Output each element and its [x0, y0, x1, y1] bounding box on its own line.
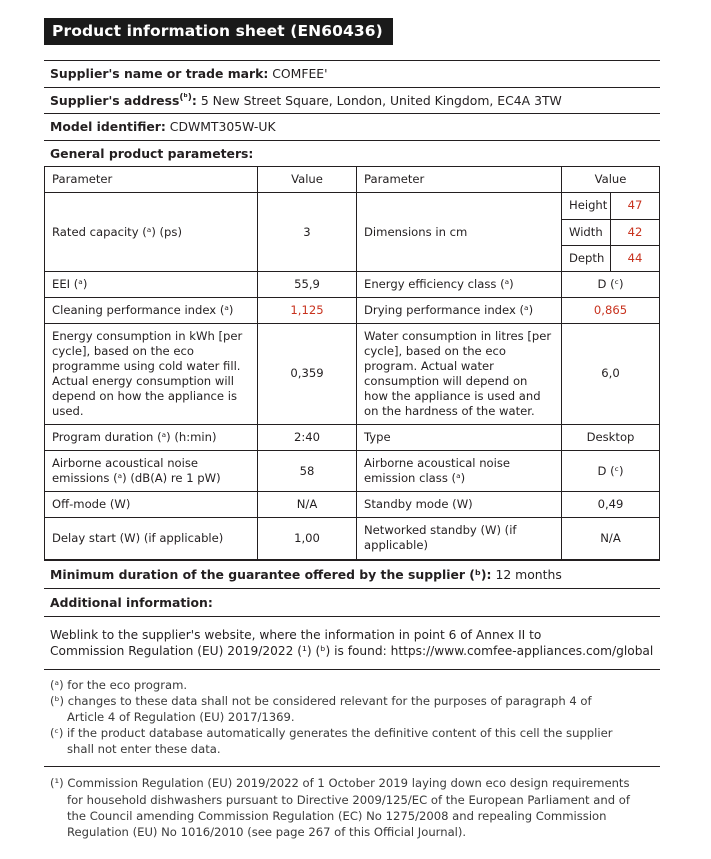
- program-duration-label: Program duration (ᵃ) (h:min): [45, 425, 258, 451]
- footnote-block: [44, 767, 660, 846]
- energy-consumption-label: Energy consumption in kWh [per cycle], based on the eco programme using cold water fill. Actual energy consumption will depend on how the appliance is used.: [45, 323, 258, 424]
- noise-emissions-label: Airborne acoustical noise emissions (ᵃ) (dB(A) re 1 pW): [45, 451, 258, 492]
- table-row: [45, 271, 660, 297]
- header-parameter-2: Parameter: [357, 167, 562, 193]
- page-title: Product information sheet (EN60436): [44, 18, 393, 45]
- table-row: [45, 451, 660, 492]
- note-c: (ᶜ) if the product database automatically generates the definitive content of this cell the supplier: [50, 726, 613, 741]
- note-b-continued: Article 4 of Regulation (EU) 2017/1369.: [67, 710, 295, 725]
- supplier-name-row: [44, 60, 660, 87]
- networked-standby-label: Networked standby (W) (if applicable): [357, 518, 562, 559]
- header-value-2: Value: [562, 167, 660, 193]
- delay-start-label: Delay start (W) (if applicable): [45, 518, 258, 559]
- dimension-row-width: [562, 219, 659, 245]
- weblink-block: [44, 617, 660, 671]
- general-product-parameters-label: General product parameters:: [50, 145, 254, 161]
- title-spacer: [44, 45, 660, 60]
- supplier-address-value: 5 New Street Square, London, United Kingdom, EC4A 3TW: [200, 92, 562, 108]
- dimensions-table: [562, 193, 659, 270]
- dimensions-label: Dimensions in cm: [357, 193, 562, 271]
- energy-efficiency-class-value: D (ᶜ): [562, 271, 660, 297]
- dimension-value-height: 47: [627, 198, 643, 213]
- model-identifier-row: [44, 113, 660, 140]
- weblink-line-1: Weblink to the supplier's website, where the information in point 6 of Annex II to: [50, 627, 542, 642]
- rated-capacity-label: Rated capacity (ᵃ) (ps): [45, 193, 258, 271]
- supplier-address-row: [44, 87, 660, 114]
- header-value-1: Value: [258, 167, 357, 193]
- weblink-line-2: Commission Regulation (EU) 2019/2022 (¹) (ᵇ) is found: https://www.comfee-appliances.com/global: [50, 643, 654, 658]
- table-row: [45, 518, 660, 559]
- supplier-name-label: Supplier's name or trade mark:: [50, 66, 269, 82]
- model-identifier-label: Model identifier:: [50, 119, 166, 135]
- note-a: (ᵃ) for the eco program.: [50, 678, 188, 693]
- table-header-row: [45, 167, 660, 193]
- additional-information-label: Additional information:: [44, 588, 660, 617]
- dimension-value-width: 42: [611, 219, 660, 245]
- footnote-line-2: for household dishwashers pursuant to Directive 2009/125/EC of the European Parliament and of: [67, 792, 630, 807]
- guarantee-value: 12 months: [495, 566, 562, 582]
- water-consumption-label: Water consumption in litres [per cycle], based on the eco program. Actual water consumption will depend on how the appliance is used and on the hardness of the water.: [357, 323, 562, 424]
- table-row: [45, 323, 660, 424]
- footnote-line-1: (¹) Commission Regulation (EU) 2019/2022 of 1 October 2019 laying down eco design requirements: [50, 776, 630, 791]
- note-c-continued: shall not enter these data.: [67, 742, 221, 757]
- eei-value: 55,9: [258, 271, 357, 297]
- energy-efficiency-class-label: Energy efficiency class (ᵃ): [357, 271, 562, 297]
- energy-consumption-value: 0,359: [258, 323, 357, 424]
- delay-start-value: 1,00: [258, 518, 357, 559]
- dimension-row-depth: [562, 245, 659, 271]
- noise-emissions-value: 58: [258, 451, 357, 492]
- general-parameters-table: [44, 166, 660, 559]
- table-row: [45, 193, 660, 271]
- off-mode-value: N/A: [258, 492, 357, 518]
- guarantee-label: Minimum duration of the guarantee offered by the supplier (ᵇ):: [50, 566, 492, 582]
- eei-label: EEI (ᵃ): [45, 271, 258, 297]
- standby-mode-value: 0,49: [562, 492, 660, 518]
- dimension-row-height: [562, 193, 659, 219]
- footnote-line-3: the Council amending Commission Regulation (EC) No 1275/2008 and repealing Commission: [67, 808, 607, 823]
- dimension-label-depth: Depth: [562, 245, 611, 271]
- supplier-address-label-suffix: :: [191, 92, 197, 108]
- table-row: [45, 492, 660, 518]
- noise-emission-class-label: Airborne acoustical noise emission class (ᵃ): [357, 451, 562, 492]
- cleaning-performance-index-value: 1,125: [258, 297, 357, 323]
- dimension-label-height: Height: [562, 193, 611, 219]
- rated-capacity-value: 3: [258, 193, 357, 271]
- drying-performance-index-value: 0,865: [562, 297, 660, 323]
- model-identifier-value: CDWMT305W-UK: [169, 119, 276, 135]
- footnote-line-4: Regulation (EU) No 1016/2010 (see page 267 of this Official Journal).: [67, 825, 467, 840]
- dimension-label-width: Width: [562, 219, 611, 245]
- cleaning-performance-index-label: Cleaning performance index (ᵃ): [45, 297, 258, 323]
- supplier-name-value: COMFEE': [272, 66, 328, 82]
- guarantee-row: [44, 560, 660, 588]
- note-b: (ᵇ) changes to these data shall not be considered relevant for the purposes of paragraph 4 of: [50, 694, 592, 709]
- type-value: Desktop: [562, 425, 660, 451]
- type-label: Type: [357, 425, 562, 451]
- standby-mode-label: Standby mode (W): [357, 492, 562, 518]
- header-parameter-1: Parameter: [45, 167, 258, 193]
- table-row: [45, 425, 660, 451]
- supplier-address-footnote-marker: (ᵇ): [179, 92, 192, 103]
- product-information-sheet: [44, 18, 660, 846]
- document-title-bar: [44, 18, 660, 45]
- drying-performance-index-label: Drying performance index (ᵃ): [357, 297, 562, 323]
- program-duration-value: 2:40: [258, 425, 357, 451]
- dimension-value-depth: 44: [611, 245, 660, 271]
- noise-emission-class-value: D (ᶜ): [562, 451, 660, 492]
- notes-block: [44, 670, 660, 767]
- networked-standby-value: N/A: [562, 518, 660, 559]
- off-mode-label: Off-mode (W): [45, 492, 258, 518]
- supplier-address-label: Supplier's address: [50, 92, 180, 108]
- dimensions-cell: [562, 193, 660, 271]
- water-consumption-value: 6,0: [562, 323, 660, 424]
- table-row: [45, 297, 660, 323]
- general-product-parameters-row: [44, 140, 660, 167]
